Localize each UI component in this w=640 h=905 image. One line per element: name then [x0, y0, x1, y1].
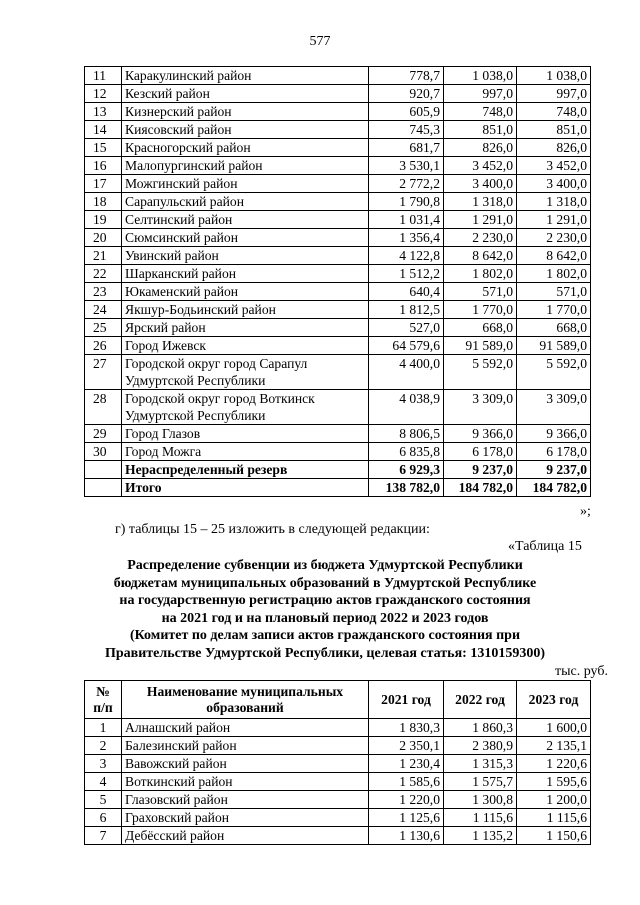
value-2021: 1 512,2: [369, 265, 444, 283]
value-2022: 571,0: [444, 283, 517, 301]
value-2023: 2 135,1: [517, 737, 591, 755]
value-2023: 826,0: [517, 139, 591, 157]
value-2021: 605,9: [369, 103, 444, 121]
value-2023: 1 150,6: [517, 827, 591, 845]
table-row: [85, 719, 591, 737]
row-number: 30: [85, 443, 122, 461]
units-label: тыс. руб.: [555, 664, 608, 679]
value-2023: 1 220,6: [517, 755, 591, 773]
row-name: Глазовский район: [122, 791, 369, 809]
value-2023: 851,0: [517, 121, 591, 139]
value-2023: 6 178,0: [517, 443, 591, 461]
value-2021: 2 772,2: [369, 175, 444, 193]
subvention-table-15: [84, 680, 591, 845]
value-2021: 1 230,4: [369, 755, 444, 773]
row-number: 3: [85, 755, 122, 773]
value-2021: 1 125,6: [369, 809, 444, 827]
value-2023: 668,0: [517, 319, 591, 337]
value-2022: 1 135,2: [444, 827, 517, 845]
row-number: 18: [85, 193, 122, 211]
value-2022: 91 589,0: [444, 337, 517, 355]
row-name: Кезский район: [122, 85, 369, 103]
value-2022: 2 230,0: [444, 229, 517, 247]
table-row: [85, 301, 591, 319]
table-caption: «Таблица 15: [508, 539, 582, 554]
row-name: Малопургинский район: [122, 157, 369, 175]
value-2023: 9 237,0: [517, 461, 591, 479]
value-2023: 3 309,0: [517, 390, 591, 425]
header-2021: 2021 год: [369, 681, 444, 719]
value-2022: 1 038,0: [444, 67, 517, 85]
value-2023: 5 592,0: [517, 355, 591, 390]
value-2022: 1 860,3: [444, 719, 517, 737]
value-2023: 1 318,0: [517, 193, 591, 211]
value-2022: 1 318,0: [444, 193, 517, 211]
value-2022: 9 237,0: [444, 461, 517, 479]
value-2021: 778,7: [369, 67, 444, 85]
row-name: Юкаменский район: [122, 283, 369, 301]
table2-body: [85, 719, 591, 845]
value-2021: 64 579,6: [369, 337, 444, 355]
row-name: Якшур-Бодьинский район: [122, 301, 369, 319]
row-number: 15: [85, 139, 122, 157]
value-2021: 2 350,1: [369, 737, 444, 755]
value-2021: 640,4: [369, 283, 444, 301]
value-2023: 1 115,6: [517, 809, 591, 827]
table-row: [85, 337, 591, 355]
value-2021: 4 400,0: [369, 355, 444, 390]
value-2022: 1 291,0: [444, 211, 517, 229]
value-2021: 6 929,3: [369, 461, 444, 479]
table-row: [85, 211, 591, 229]
row-name: Сюмсинский район: [122, 229, 369, 247]
value-2023: 997,0: [517, 85, 591, 103]
row-name: Селтинский район: [122, 211, 369, 229]
value-2022: 748,0: [444, 103, 517, 121]
value-2021: 138 782,0: [369, 479, 444, 497]
row-name: Сарапульский район: [122, 193, 369, 211]
table-row: [85, 265, 591, 283]
value-2021: 1 031,4: [369, 211, 444, 229]
row-number: 17: [85, 175, 122, 193]
row-name: Граховский район: [122, 809, 369, 827]
table-row: [85, 283, 591, 301]
table-row: [85, 791, 591, 809]
row-number: 28: [85, 390, 122, 425]
heading-line: на государственную регистрацию актов гражданского состояния: [119, 593, 531, 609]
value-2022: 6 178,0: [444, 443, 517, 461]
value-2021: 1 356,4: [369, 229, 444, 247]
row-name: Город Глазов: [122, 425, 369, 443]
row-number: 12: [85, 85, 122, 103]
table-row: [85, 139, 591, 157]
closing-quote: »;: [580, 504, 591, 519]
subvention-table-continued: [84, 66, 591, 497]
value-2023: 3 400,0: [517, 175, 591, 193]
value-2022: 5 592,0: [444, 355, 517, 390]
table-row: [85, 229, 591, 247]
table-row: [85, 157, 591, 175]
row-name: Ярский район: [122, 319, 369, 337]
row-name: Вавожский район: [122, 755, 369, 773]
value-2021: 4 038,9: [369, 390, 444, 425]
heading-line: (Комитет по делам записи актов гражданского состояния при: [129, 628, 521, 644]
row-number: 19: [85, 211, 122, 229]
value-2022: 826,0: [444, 139, 517, 157]
value-2021: 920,7: [369, 85, 444, 103]
value-2022: 3 452,0: [444, 157, 517, 175]
header-2022: 2022 год: [444, 681, 517, 719]
row-name: Увинский район: [122, 247, 369, 265]
page-number: 577: [309, 34, 331, 49]
value-2021: 1 812,5: [369, 301, 444, 319]
value-2021: 1 220,0: [369, 791, 444, 809]
heading-line: Распределение субвенции из бюджета Удмуртской Республики: [127, 558, 523, 573]
value-2023: 1 600,0: [517, 719, 591, 737]
value-2022: 668,0: [444, 319, 517, 337]
value-2023: 1 595,6: [517, 773, 591, 791]
row-name: Город Можга: [122, 443, 369, 461]
value-2021: 6 835,8: [369, 443, 444, 461]
row-number: 4: [85, 773, 122, 791]
table-row: [85, 755, 591, 773]
value-2023: 91 589,0: [517, 337, 591, 355]
header-num: № п/п: [85, 681, 122, 719]
table-row: [85, 121, 591, 139]
value-2022: 997,0: [444, 85, 517, 103]
header-2023: 2023 год: [517, 681, 591, 719]
row-name: Шарканский район: [122, 265, 369, 283]
row-number: 25: [85, 319, 122, 337]
table-row: [85, 67, 591, 85]
value-2021: 1 790,8: [369, 193, 444, 211]
row-number: 20: [85, 229, 122, 247]
row-name: Красногорский район: [122, 139, 369, 157]
table-row: [85, 247, 591, 265]
total-row: [85, 479, 591, 497]
row-number: 14: [85, 121, 122, 139]
value-2022: 851,0: [444, 121, 517, 139]
value-2023: 184 782,0: [517, 479, 591, 497]
row-number: 23: [85, 283, 122, 301]
row-number: 29: [85, 425, 122, 443]
row-number: 21: [85, 247, 122, 265]
value-2022: 1 315,3: [444, 755, 517, 773]
row-name: Можгинский район: [122, 175, 369, 193]
table-row: [85, 85, 591, 103]
row-name: Балезинский район: [122, 737, 369, 755]
value-2023: 571,0: [517, 283, 591, 301]
value-2023: 1 200,0: [517, 791, 591, 809]
table-heading: [60, 557, 590, 663]
row-name: Итого: [122, 479, 369, 497]
row-number: [85, 461, 122, 479]
amendment-instruction: г) таблицы 15 – 25 изложить в следующей редакции:: [115, 522, 430, 537]
value-2023: 1 802,0: [517, 265, 591, 283]
value-2022: 184 782,0: [444, 479, 517, 497]
value-2022: 9 366,0: [444, 425, 517, 443]
value-2023: 9 366,0: [517, 425, 591, 443]
value-2022: 8 642,0: [444, 247, 517, 265]
row-name: Городской округ город Воткинск Удмуртской Республики: [122, 390, 369, 425]
value-2021: 681,7: [369, 139, 444, 157]
row-number: 6: [85, 809, 122, 827]
table-row: [85, 809, 591, 827]
value-2022: 1 300,8: [444, 791, 517, 809]
row-number: 5: [85, 791, 122, 809]
table-row: [85, 425, 591, 443]
value-2021: 4 122,8: [369, 247, 444, 265]
value-2022: 1 802,0: [444, 265, 517, 283]
value-2021: 527,0: [369, 319, 444, 337]
row-name: Город Ижевск: [122, 337, 369, 355]
value-2022: 1 115,6: [444, 809, 517, 827]
header-name: Наименование муниципальных образований: [122, 681, 369, 719]
table-row: [85, 443, 591, 461]
row-number: 7: [85, 827, 122, 845]
table-row: [85, 103, 591, 121]
heading-line: на 2021 год и на плановый период 2022 и 2023 годов: [161, 610, 489, 626]
reserve-row: [85, 461, 591, 479]
row-number: 11: [85, 67, 122, 85]
row-name: Кизнерский район: [122, 103, 369, 121]
row-number: 24: [85, 301, 122, 319]
table2-header-row: [85, 681, 591, 719]
value-2022: 1 575,7: [444, 773, 517, 791]
row-number: 16: [85, 157, 122, 175]
value-2021: 1 130,6: [369, 827, 444, 845]
row-number: 27: [85, 355, 122, 390]
table-row: [85, 355, 591, 390]
row-number: 13: [85, 103, 122, 121]
row-name: Воткинский район: [122, 773, 369, 791]
row-name: Нераспределенный резерв: [122, 461, 369, 479]
value-2021: 8 806,5: [369, 425, 444, 443]
table-row: [85, 827, 591, 845]
value-2021: 1 585,6: [369, 773, 444, 791]
row-number: 26: [85, 337, 122, 355]
row-name: Каракулинский район: [122, 67, 369, 85]
value-2023: 2 230,0: [517, 229, 591, 247]
value-2023: 748,0: [517, 103, 591, 121]
value-2023: 8 642,0: [517, 247, 591, 265]
table-row: [85, 193, 591, 211]
value-2023: 1 038,0: [517, 67, 591, 85]
heading-line: бюджетам муниципальных образований в Удмуртской Республике: [113, 575, 537, 591]
value-2022: 3 309,0: [444, 390, 517, 425]
value-2023: 3 452,0: [517, 157, 591, 175]
row-name: Городской округ город Сарапул Удмуртской Республики: [122, 355, 369, 390]
table-row: [85, 390, 591, 425]
value-2022: 3 400,0: [444, 175, 517, 193]
value-2021: 3 530,1: [369, 157, 444, 175]
row-number: 22: [85, 265, 122, 283]
value-2022: 1 770,0: [444, 301, 517, 319]
value-2021: 745,3: [369, 121, 444, 139]
table1-body: [85, 67, 591, 497]
value-2022: 2 380,9: [444, 737, 517, 755]
table-row: [85, 175, 591, 193]
value-2021: 1 830,3: [369, 719, 444, 737]
table-row: [85, 319, 591, 337]
heading-line: Правительстве Удмуртской Республики, целевая статья: 1310159300): [105, 645, 545, 661]
row-number: [85, 479, 122, 497]
table-row: [85, 737, 591, 755]
row-number: 1: [85, 719, 122, 737]
table-row: [85, 773, 591, 791]
row-number: 2: [85, 737, 122, 755]
value-2023: 1 291,0: [517, 211, 591, 229]
row-name: Киясовский район: [122, 121, 369, 139]
row-name: Алнашский район: [122, 719, 369, 737]
value-2023: 1 770,0: [517, 301, 591, 319]
row-name: Дебёсский район: [122, 827, 369, 845]
